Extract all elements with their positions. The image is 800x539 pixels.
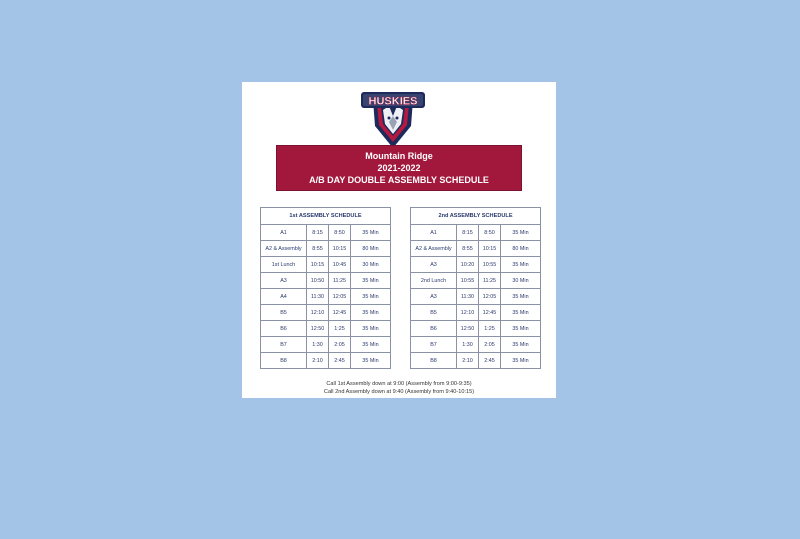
period-cell: B6 — [261, 321, 307, 337]
table-row — [411, 225, 541, 241]
duration-cell: 35 Min — [501, 337, 541, 353]
period-cell: A3 — [261, 273, 307, 289]
start-time-cell: 11:30 — [457, 289, 479, 305]
end-time-cell: 2:45 — [329, 353, 351, 369]
schedule-title: A/B DAY DOUBLE ASSEMBLY SCHEDULE — [309, 175, 489, 185]
period-cell: B6 — [411, 321, 457, 337]
duration-cell: 80 Min — [501, 241, 541, 257]
duration-cell: 30 Min — [351, 257, 391, 273]
table-row — [261, 257, 391, 273]
duration-cell: 35 Min — [351, 225, 391, 241]
assembly-note-1: Call 1st Assembly down at 9:00 (Assembly from 9:00-9:35) — [326, 381, 472, 387]
period-cell: 2nd Lunch — [411, 273, 457, 289]
start-time-cell: 1:30 — [307, 337, 329, 353]
start-time-cell: 10:55 — [457, 273, 479, 289]
duration-cell: 35 Min — [501, 225, 541, 241]
start-time-cell: 10:20 — [457, 257, 479, 273]
table-row — [261, 305, 391, 321]
end-time-cell: 2:05 — [329, 337, 351, 353]
start-time-cell: 2:10 — [307, 353, 329, 369]
table-row — [411, 289, 541, 305]
duration-cell: 35 Min — [501, 353, 541, 369]
duration-cell: 30 Min — [501, 273, 541, 289]
end-time-cell: 10:45 — [329, 257, 351, 273]
end-time-cell: 10:15 — [329, 241, 351, 257]
end-time-cell: 2:45 — [479, 353, 501, 369]
end-time-cell: 12:45 — [479, 305, 501, 321]
period-cell: A2 & Assembly — [411, 241, 457, 257]
logo-wordmark: HUSKIES — [368, 95, 418, 108]
start-time-cell: 11:30 — [307, 289, 329, 305]
duration-cell: 35 Min — [351, 305, 391, 321]
period-cell: A1 — [261, 225, 307, 241]
table-row — [261, 289, 391, 305]
schedule-banner — [277, 146, 521, 190]
table-row — [411, 305, 541, 321]
end-time-cell: 2:05 — [479, 337, 501, 353]
duration-cell: 35 Min — [501, 257, 541, 273]
second-assembly-table — [410, 207, 541, 369]
first-assembly-title: 1st ASSEMBLY SCHEDULE — [261, 208, 391, 225]
table-row — [411, 353, 541, 369]
start-time-cell: 10:15 — [307, 257, 329, 273]
period-cell: A2 & Assembly — [261, 241, 307, 257]
assembly-note-2: Call 2nd Assembly down at 9:40 (Assembly from 9:40-10:15) — [323, 389, 475, 395]
duration-cell: 35 Min — [501, 305, 541, 321]
duration-cell: 35 Min — [351, 337, 391, 353]
table-row — [261, 273, 391, 289]
period-cell: 1st Lunch — [261, 257, 307, 273]
table-row — [411, 273, 541, 289]
school-name: Mountain Ridge — [365, 151, 433, 161]
start-time-cell: 8:55 — [307, 241, 329, 257]
duration-cell: 80 Min — [351, 241, 391, 257]
table-row — [411, 257, 541, 273]
start-time-cell: 12:50 — [307, 321, 329, 337]
end-time-cell: 11:25 — [329, 273, 351, 289]
second-assembly-title: 2nd ASSEMBLY SCHEDULE — [411, 208, 541, 225]
start-time-cell: 12:10 — [457, 305, 479, 321]
end-time-cell: 8:50 — [479, 225, 501, 241]
end-time-cell: 10:15 — [479, 241, 501, 257]
table-row — [261, 321, 391, 337]
end-time-cell: 1:25 — [479, 321, 501, 337]
duration-cell: 35 Min — [351, 321, 391, 337]
period-cell: B5 — [411, 305, 457, 321]
duration-cell: 35 Min — [351, 289, 391, 305]
start-time-cell: 12:50 — [457, 321, 479, 337]
table-row — [411, 337, 541, 353]
period-cell: A3 — [411, 289, 457, 305]
first-assembly-table — [260, 207, 391, 369]
end-time-cell: 12:05 — [479, 289, 501, 305]
period-cell: B8 — [261, 353, 307, 369]
table-row — [411, 241, 541, 257]
end-time-cell: 12:05 — [329, 289, 351, 305]
duration-cell: 35 Min — [351, 273, 391, 289]
end-time-cell: 11:25 — [479, 273, 501, 289]
duration-cell: 35 Min — [501, 321, 541, 337]
table-row — [261, 337, 391, 353]
period-cell: B8 — [411, 353, 457, 369]
start-time-cell: 10:50 — [307, 273, 329, 289]
duration-cell: 35 Min — [351, 353, 391, 369]
period-cell: B7 — [411, 337, 457, 353]
school-year: 2021-2022 — [377, 163, 421, 173]
huskies-logo — [359, 86, 427, 150]
start-time-cell: 2:10 — [457, 353, 479, 369]
start-time-cell: 1:30 — [457, 337, 479, 353]
period-cell: A3 — [411, 257, 457, 273]
duration-cell: 35 Min — [501, 289, 541, 305]
schedule-document — [242, 82, 556, 398]
start-time-cell: 12:10 — [307, 305, 329, 321]
end-time-cell: 8:50 — [329, 225, 351, 241]
period-cell: A4 — [261, 289, 307, 305]
table-row — [261, 225, 391, 241]
end-time-cell: 1:25 — [329, 321, 351, 337]
period-cell: B7 — [261, 337, 307, 353]
period-cell: A1 — [411, 225, 457, 241]
period-cell: B5 — [261, 305, 307, 321]
end-time-cell: 12:45 — [329, 305, 351, 321]
table-row — [261, 241, 391, 257]
start-time-cell: 8:15 — [457, 225, 479, 241]
table-row — [261, 353, 391, 369]
start-time-cell: 8:15 — [307, 225, 329, 241]
start-time-cell: 8:55 — [457, 241, 479, 257]
end-time-cell: 10:55 — [479, 257, 501, 273]
table-row — [411, 321, 541, 337]
